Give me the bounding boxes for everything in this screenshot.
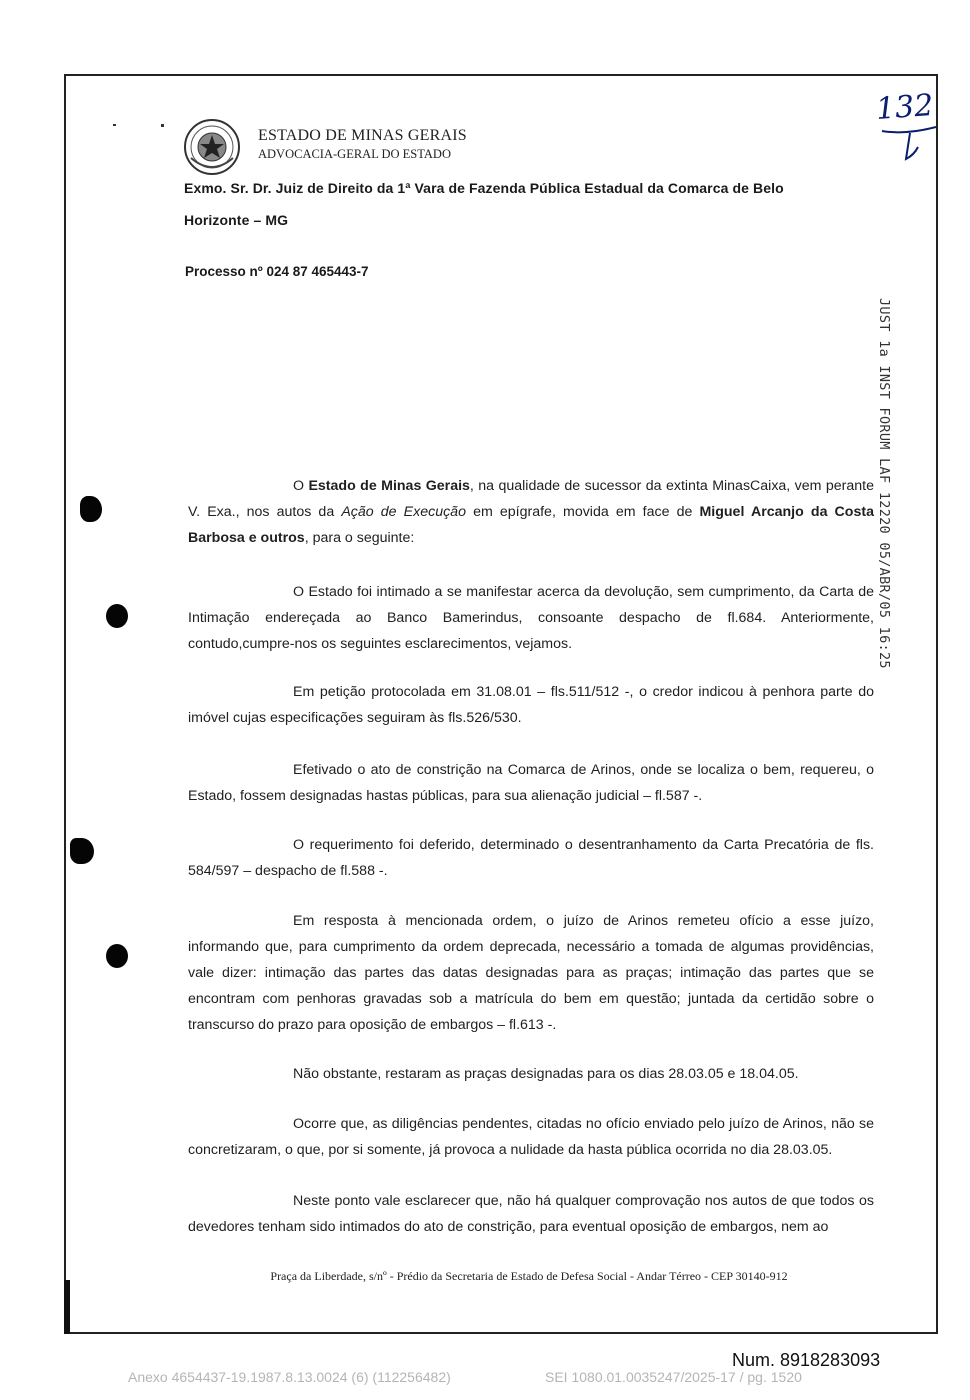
process-number: Processo nº 024 87 465443-7 bbox=[185, 264, 369, 279]
addressee-line-1: Exmo. Sr. Dr. Juiz de Direito da 1ª Vara de Fazenda Pública Estadual da Comarca de Belo bbox=[184, 180, 784, 196]
paragraph-text: O requerimento foi deferido, determinado o desentranhamento da Carta Precatória de fls. 584/597 – despacho de fl.588 -. bbox=[188, 837, 874, 879]
paragraph-8 bbox=[188, 1111, 874, 1163]
paragraph-text: O Estado foi intimado a se manifestar acerca da devolução, sem cumprimento, da Carta de Intimação endereçada ao Banco Bamerindus, consoante despacho de fl.684. Anteriormente, contudo,cumpre-nos os seguintes esclarecimentos, vejamos. bbox=[188, 584, 874, 652]
action-type: Ação de Execução bbox=[341, 504, 466, 520]
punch-hole bbox=[70, 838, 94, 864]
annex-reference: Anexo 4654437-19.1987.8.13.0024 (6) (112256482) bbox=[128, 1369, 451, 1385]
defendant-name: Miguel Arcanjo da Costa Barbosa e outros bbox=[188, 504, 874, 546]
paragraph-text: Efetivado o ato de constrição na Comarca de Arinos, onde se localiza o bem, requereu, o Estado, fossem designadas hastas públicas, para sua alienação judicial – fl.587 -. bbox=[188, 762, 874, 804]
protocol-stamp: JUST 1a INST FORUM LAF 12220 05/ABR/05 16:25 bbox=[876, 298, 892, 669]
punch-hole bbox=[106, 604, 128, 628]
paragraph-text: Em petição protocolada em 31.08.01 – fls.511/512 -, o credor indicou à penhora parte do imóvel cujas especificações seguiram às fls.526/530. bbox=[188, 684, 874, 726]
intro-text: em epígrafe, movida em face de bbox=[465, 504, 700, 520]
sei-reference: SEI 1080.01.0035247/2025-17 / pg. 1520 bbox=[545, 1369, 802, 1385]
speck bbox=[113, 124, 116, 126]
paragraph-4 bbox=[188, 757, 874, 809]
paragraph-text: Em resposta à mencionada ordem, o juízo de Arinos remeteu ofício a esse juízo, informando que, para cumprimento da ordem deprecada, necessário a tomada de algumas providências, vale dizer: intimação das partes das datas designadas para as praças; intimação das partes que se encontram com penhoras gravadas sob a matrícula do bem em questão; juntada da certidão sobre o transcurso do prazo para oposição de embargos – fl.613 -. bbox=[188, 913, 874, 1033]
addressee-line-2: Horizonte – MG bbox=[184, 212, 289, 228]
handwritten-initials bbox=[880, 125, 940, 165]
document-number: Num. 8918283093 bbox=[732, 1350, 881, 1370]
punch-hole bbox=[80, 496, 102, 522]
paragraph-7 bbox=[188, 1061, 874, 1087]
speck bbox=[161, 124, 164, 127]
paragraph-text: Ocorre que, as diligências pendentes, citadas no ofício enviado pelo juízo de Arinos, não se concretizaram, o que, por si somente, já provoca a nulidade da hasta pública ocorrida no dia 28.03.05. bbox=[188, 1116, 874, 1158]
paragraph-9 bbox=[188, 1188, 874, 1240]
intro-text: , para o seguinte: bbox=[304, 530, 415, 546]
page-footer-address: Praça da Liberdade, s/nº - Prédio da Secretaria de Estado de Defesa Social - Andar Térreo - CEP 30140-912 bbox=[270, 1269, 788, 1283]
agency-name: ADVOCACIA-GERAL DO ESTADO bbox=[258, 147, 451, 161]
intro-text: O bbox=[293, 478, 309, 494]
paragraph-text: Neste ponto vale esclarecer que, não há qualquer comprovação nos autos de que todos os devedores tenham sido intimados do ato de constrição, para eventual oposição de embargos, nem ao bbox=[188, 1193, 874, 1235]
scan-edge-shadow bbox=[64, 1280, 70, 1334]
paragraph-3 bbox=[188, 679, 874, 731]
paragraph-text: Não obstante, restaram as praças designadas para os dias 28.03.05 e 18.04.05. bbox=[293, 1066, 799, 1082]
paragraph-6 bbox=[188, 908, 874, 1038]
intro-text: , na qualidade de sucessor da extinta MinasCaixa, vem perante V. Exa., nos autos da bbox=[188, 478, 874, 520]
handwritten-page-number: 132 bbox=[874, 88, 935, 127]
state-name: ESTADO DE MINAS GERAIS bbox=[258, 127, 467, 144]
punch-hole bbox=[106, 944, 128, 968]
paragraph-5 bbox=[188, 832, 874, 884]
party-name: Estado de Minas Gerais bbox=[308, 478, 470, 494]
paragraph-2 bbox=[188, 579, 874, 657]
coat-of-arms-icon bbox=[183, 118, 241, 176]
paragraph-intro bbox=[188, 473, 874, 551]
